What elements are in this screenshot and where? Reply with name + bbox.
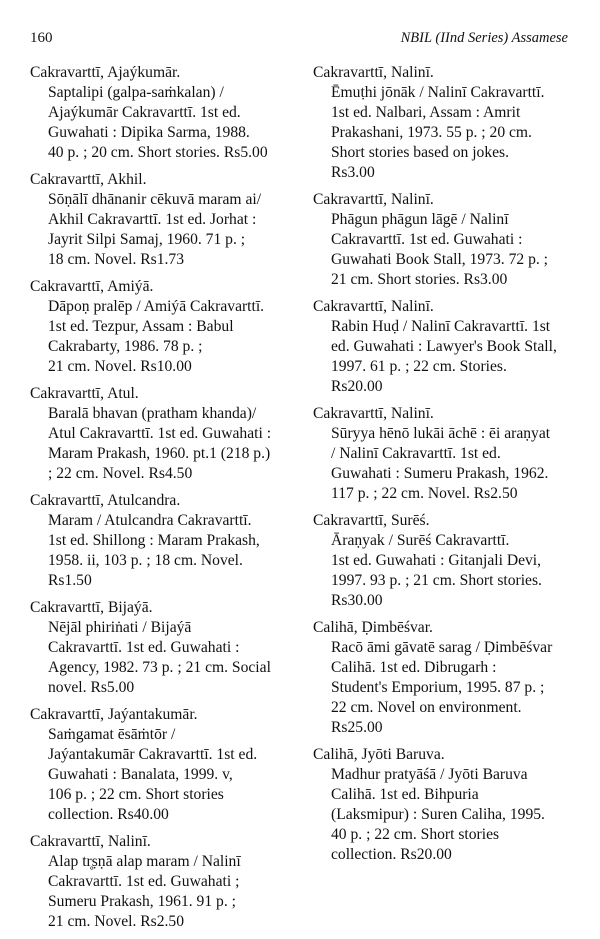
entry-heading: Cakravarttī, Nalinī.: [313, 405, 434, 422]
bibliography-entry: [30, 598, 300, 698]
bibliography-entry: [313, 297, 588, 397]
entry-line: 21 cm. Short stories. Rs3.00: [331, 271, 508, 288]
entry-heading: Cakravarttī, Amiýā.: [30, 278, 154, 295]
entry-line: 40 p. ; 22 cm. Short stories: [331, 826, 500, 843]
left-column: [30, 63, 300, 939]
entry-heading: Cakravarttī, Atulcandra.: [30, 492, 181, 509]
entry-line: collection. Rs40.00: [48, 806, 169, 823]
entry-line: 40 p. ; 20 cm. Short stories. Rs5.00: [48, 144, 268, 161]
bibliography-entry: [313, 618, 588, 738]
entry-line: Calihā. 1st ed. Bihpuria: [331, 786, 479, 803]
bibliography-entry: [313, 63, 588, 183]
entry-line: Ajaýkumār Cakravarttī. 1st ed.: [48, 104, 241, 121]
entry-line: Sōṇālī dhānanir cēkuvā maram ai/: [48, 191, 262, 208]
entry-line: Rs30.00: [331, 592, 383, 609]
entry-line: 18 cm. Novel. Rs1.73: [48, 251, 185, 268]
entry-line: Madhur pratyāśā / Jyōti Baruva: [331, 766, 528, 783]
entry-heading: Cakravarttī, Ajaýkumār.: [30, 64, 181, 81]
entry-line: Ēmuṭhi jōnāk / Nalinī Cakravarttī.: [331, 84, 545, 101]
bibliography-entry: [30, 170, 300, 270]
entry-heading: Cakravarttī, Jaýantakumār.: [30, 706, 198, 723]
entry-heading: Cakravarttī, Atul.: [30, 385, 139, 402]
entry-heading: Cakravarttī, Surēś.: [313, 512, 430, 529]
entry-line: 1958. ii, 103 p. ; 18 cm. Novel.: [48, 552, 243, 569]
entry-heading: Calihā, Ḍimbēśvar.: [313, 619, 433, 636]
bibliography-entry: [30, 277, 300, 377]
bibliography-entry: [313, 190, 588, 290]
entry-line: Short stories based on jokes.: [331, 144, 510, 161]
entry-line: 1st ed. Guwahati : Gitanjali Devi,: [331, 552, 542, 569]
entry-line: Rs3.00: [331, 164, 375, 181]
bibliography-entry: [313, 511, 588, 611]
entry-line: Alap tr̥ṣṇā alap maram / Nalinī: [48, 853, 241, 870]
entry-heading: Cakravarttī, Bijaýā.: [30, 599, 153, 616]
entry-line: ; 22 cm. Novel. Rs4.50: [48, 465, 193, 482]
entry-line: 117 p. ; 22 cm. Novel. Rs2.50: [331, 485, 518, 502]
entry-line: collection. Rs20.00: [331, 846, 452, 863]
entry-line: Student's Emporium, 1995. 87 p. ;: [331, 679, 545, 696]
entry-line: Sumeru Prakash, 1961. 91 p. ;: [48, 893, 236, 910]
entry-line: Racō āmi gāvatē sarag / Ḍimbēśvar: [331, 639, 553, 656]
entry-heading: Cakravarttī, Nalinī.: [313, 191, 434, 208]
entry-line: / Nalinī Cakravarttī. 1st ed.: [331, 445, 501, 462]
entry-line: Guwahati : Dipika Sarma, 1988.: [48, 124, 250, 141]
entry-line: novel. Rs5.00: [48, 679, 135, 696]
entry-line: Calihā. 1st ed. Dibrugarh :: [331, 659, 497, 676]
entry-line: (Laksmipur) : Suren Caliha, 1995.: [331, 806, 545, 823]
entry-line: 106 p. ; 22 cm. Short stories: [48, 786, 224, 803]
right-column: [313, 63, 588, 872]
bibliography-entry: [313, 745, 588, 865]
entry-line: 21 cm. Novel. Rs10.00: [48, 358, 192, 375]
entry-line: 21 cm. Novel. Rs2.50: [48, 913, 185, 930]
entry-line: Atul Cakravarttī. 1st ed. Guwahati :: [48, 425, 272, 442]
bibliography-entry: [30, 384, 300, 484]
page-number: 160: [30, 30, 53, 46]
entry-line: ed. Guwahati : Lawyer's Book Stall,: [331, 338, 557, 355]
entry-line: Guwahati Book Stall, 1973. 72 p. ;: [331, 251, 549, 268]
bibliography-entry: [30, 705, 300, 825]
entry-line: Guwahati : Banalata, 1999. v,: [48, 766, 233, 783]
bibliography-entry: [313, 404, 588, 504]
entry-line: Cakravarttī. 1st ed. Guwahati ;: [48, 873, 240, 890]
entry-line: Saṁgamat ēsāṁtōr /: [48, 726, 176, 743]
entry-line: Jayrit Silpi Samaj, 1960. 71 p. ;: [48, 231, 246, 248]
page-header: [30, 30, 568, 50]
entry-line: Prakashani, 1973. 55 p. ; 20 cm.: [331, 124, 532, 141]
entry-line: 1997. 61 p. ; 22 cm. Stories.: [331, 358, 507, 375]
entry-line: Cakravarttī. 1st ed. Guwahati :: [331, 231, 523, 248]
entry-line: Baralā bhavan (pratham khanda)/: [48, 405, 257, 422]
running-head: NBIL (IInd Series) Assamese: [400, 30, 568, 46]
entry-heading: Cakravarttī, Nalinī.: [30, 833, 151, 850]
entry-line: Cakrabarty, 1986. 78 p. ;: [48, 338, 203, 355]
entry-line: Nējāl phiriṅati / Bijaýā: [48, 619, 192, 636]
entry-line: Rabin Huḍ / Nalinī Cakravarttī. 1st: [331, 318, 551, 335]
bibliography-entry: [30, 63, 300, 163]
entry-line: 22 cm. Novel on environment.: [331, 699, 522, 716]
entry-line: Guwahati : Sumeru Prakash, 1962.: [331, 465, 549, 482]
entry-line: Akhil Cakravarttī. 1st ed. Jorhat :: [48, 211, 257, 228]
entry-line: 1st ed. Shillong : Maram Prakash,: [48, 532, 260, 549]
entry-line: Rs20.00: [331, 378, 383, 395]
entry-line: Cakravarttī. 1st ed. Guwahati :: [48, 639, 240, 656]
entry-line: Phāgun phāgun lāgē / Nalinī: [331, 211, 509, 228]
entry-line: 1997. 93 p. ; 21 cm. Short stories.: [331, 572, 542, 589]
entry-heading: Cakravarttī, Nalinī.: [313, 64, 434, 81]
entry-line: 1st ed. Tezpur, Assam : Babul: [48, 318, 234, 335]
entry-heading: Calihā, Jyōti Baruva.: [313, 746, 445, 763]
entry-line: Rs1.50: [48, 572, 92, 589]
entry-heading: Cakravarttī, Akhil.: [30, 171, 147, 188]
entry-line: Rs25.00: [331, 719, 383, 736]
entry-line: Saptalipi (galpa-saṁkalan) /: [48, 84, 224, 101]
entry-line: 1st ed. Nalbari, Assam : Amrit: [331, 104, 521, 121]
entry-line: Jaýantakumār Cakravarttī. 1st ed.: [48, 746, 258, 763]
entry-line: Sūryya hēnō lukāi āchē : ēi araṇyat: [331, 425, 551, 442]
entry-line: Dāpoṇ pralēp / Amiýā Cakravarttī.: [48, 298, 265, 315]
bibliography-entry: [30, 491, 300, 591]
entry-line: Maram / Atulcandra Cakravarttī.: [48, 512, 252, 529]
entry-line: Agency, 1982. 73 p. ; 21 cm. Social: [48, 659, 271, 676]
entry-line: Maram Prakash, 1960. pt.1 (218 p.): [48, 445, 271, 462]
bibliography-entry: [30, 832, 300, 932]
entry-line: Āraṇyak / Surēś Cakravarttī.: [331, 532, 510, 549]
entry-heading: Cakravarttī, Nalinī.: [313, 298, 434, 315]
